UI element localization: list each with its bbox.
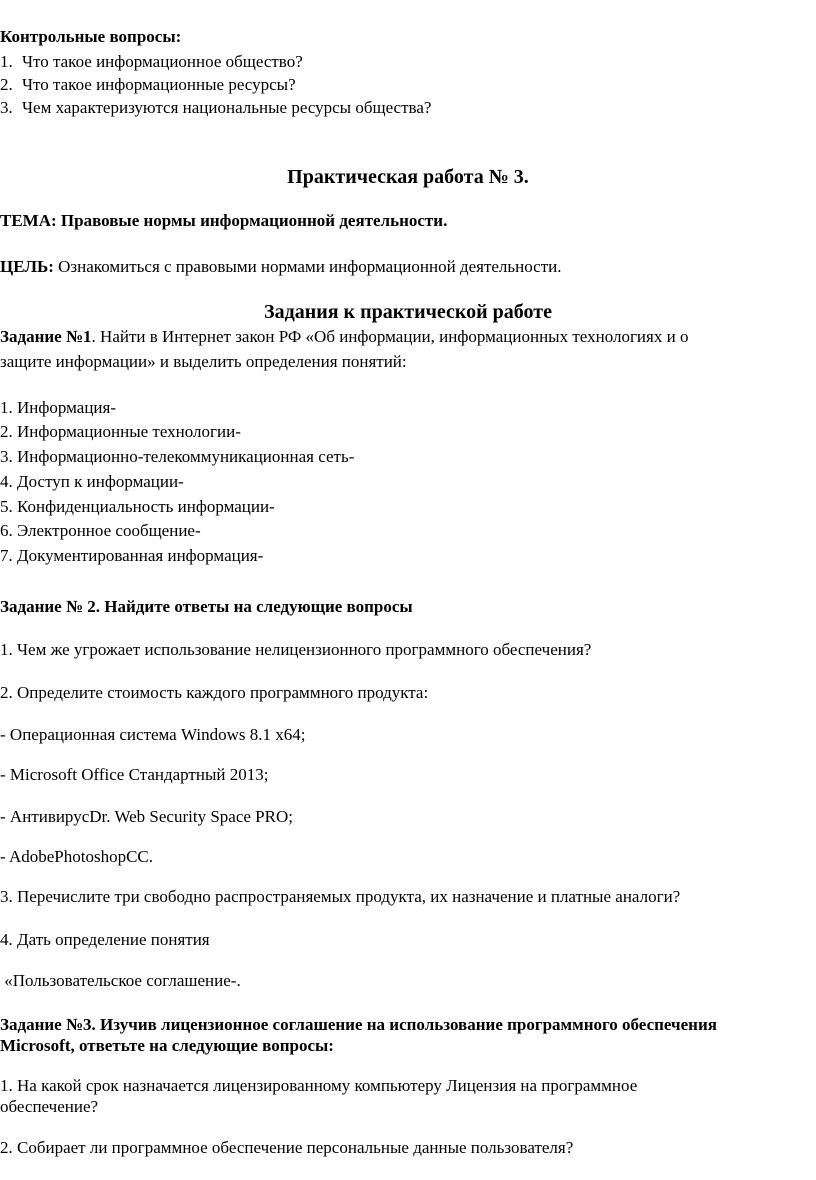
task2-question-3: 3. Перечислите три свободно распространяемых продукта, их назначение и платные аналоги? [0,887,681,906]
task2-product: - AdobePhotoshopCC. [0,847,154,866]
topic-label: ТЕМА: [0,211,57,230]
task2-question-1: 1. Чем же угрожает использование нелицензионного программного обеспечения? [0,640,592,659]
task2-question-4-term: «Пользовательское соглашение-. [0,971,241,990]
control-question-num: 3. [0,98,13,117]
task2-product: - Операционная система Windows 8.1 x64; [0,725,306,744]
task1-item: 4. Доступ к информации- [0,472,184,491]
task1-item: 5. Конфиденциальность информации- [0,497,275,516]
control-question-text: Чем характеризуются национальные ресурсы общества? [22,98,432,117]
control-question-3 [0,97,431,119]
task2-product: - АнтивирусDr. Web Security Space PRO; [0,807,293,826]
topic-line [0,210,447,232]
task1-label: Задание №1 [0,327,92,346]
control-question-1 [0,51,303,73]
control-question-num: 1. [0,52,13,71]
task1-item: 7. Документированная информация- [0,546,264,565]
task1-item: 2. Информационные технологии- [0,422,241,441]
task1-item: 1. Информация- [0,398,116,417]
task1-intro-text: . Найти в Интернет закон РФ «Об информации, информационных технологиях и о [91,327,689,346]
goal-line [0,256,562,278]
control-question-text: Что такое информационное общество? [22,52,303,71]
task1-intro-line1 [0,326,688,348]
task2-question-2: 2. Определите стоимость каждого программного продукта: [0,683,429,702]
goal-label: ЦЕЛЬ: [0,257,54,276]
control-questions-heading: Контрольные вопросы: [0,27,182,46]
task1-item: 3. Информационно-телекоммуникационная сеть- [0,447,355,466]
task3-question-1-line2: обеспечение? [0,1097,99,1116]
topic-text: Правовые нормы информационной деятельности. [60,211,448,230]
task2-question-4: 4. Дать определение понятия [0,930,210,949]
control-question-num: 2. [0,75,13,94]
task2-heading: Задание № 2. Найдите ответы на следующие вопросы [0,597,413,616]
control-question-text: Что такое информационные ресурсы? [22,75,296,94]
task3-question-1-line1: 1. На какой срок назначается лицензированному компьютеру Лицензия на программное [0,1076,638,1095]
task1-item: 6. Электронное сообщение- [0,521,201,540]
task3-heading-line1: Задание №3. Изучив лицензионное соглашение на использование программного обеспечения [0,1015,717,1034]
practical-work-title: Практическая работа № 3. [287,166,529,188]
task3-question-2: 2. Собирает ли программное обеспечение персональные данные пользователя? [0,1138,574,1157]
tasks-heading: Задания к практической работе [264,301,552,323]
task3-heading-line2: Microsoft, ответьте на следующие вопросы: [0,1036,334,1055]
goal-text: Ознакомиться с правовыми нормами информационной деятельности. [58,257,562,276]
task1-intro-line2: защите информации» и выделить определения понятий: [0,352,407,371]
control-question-2 [0,74,296,96]
task2-product: - Microsoft Office Стандартный 2013; [0,765,269,784]
